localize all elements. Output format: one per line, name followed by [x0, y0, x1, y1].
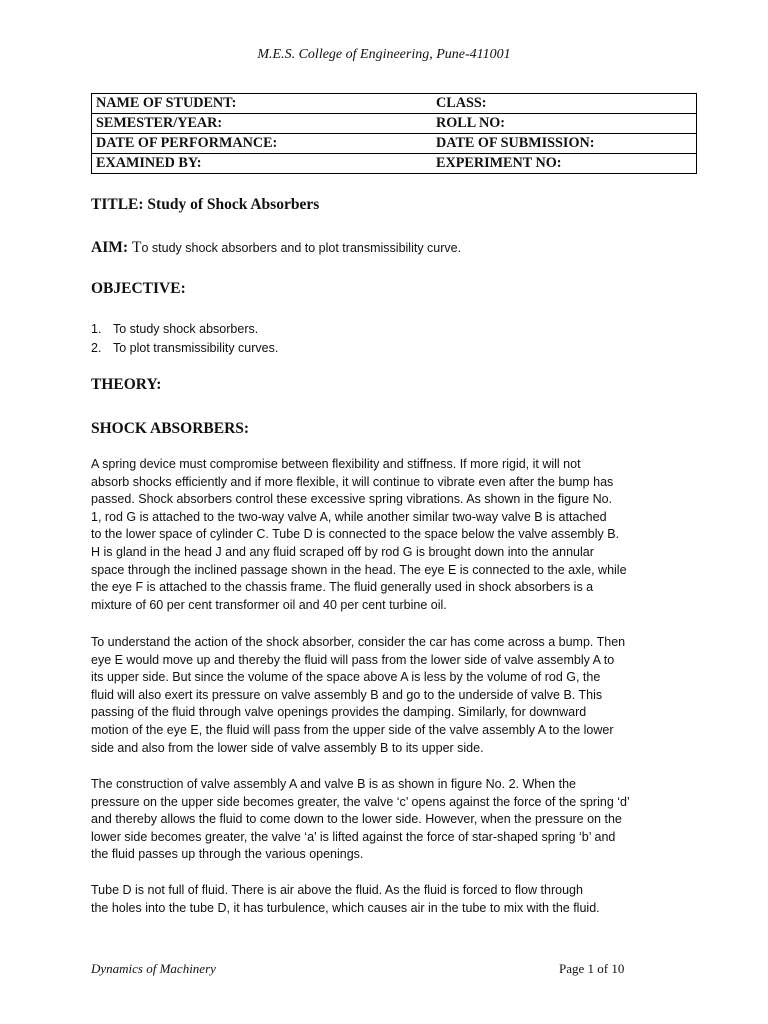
table-cell: EXAMINED BY:: [96, 155, 202, 171]
text-line: eye E would move up and thereby the fluid will pass from the lower side of valve assembly A to: [91, 652, 615, 667]
list-item-number: 1.: [91, 322, 102, 336]
text-line: absorb shocks efficiently and if more flexible, it will continue to vibrate even after the bump has: [91, 474, 614, 489]
text-line: the fluid passes up through the various openings.: [91, 847, 364, 862]
college-header: M.E.S. College of Engineering, Pune-411001: [257, 47, 511, 62]
objective-heading: OBJECTIVE:: [91, 280, 186, 297]
document-title: TITLE: Study of Shock Absorbers: [91, 196, 320, 213]
table-cell: CLASS:: [432, 94, 697, 114]
text-line: H is gland in the head J and any fluid scraped off by rod G is brought down into the annular: [91, 544, 594, 559]
text-line: To understand the action of the shock absorber, consider the car has come across a bump. Then: [91, 635, 626, 649]
table-cell: DATE OF PERFORMANCE:: [92, 134, 433, 154]
table-cell: DATE OF SUBMISSION:: [432, 134, 697, 154]
footer-page-number: Page 1 of 10: [559, 961, 625, 976]
text-line: the holes into the tube D, it has turbulence, which causes air in the tube to mix with the fluid.: [91, 900, 600, 915]
shock-absorbers-heading: SHOCK ABSORBERS:: [91, 420, 250, 437]
paragraph-3: [91, 776, 681, 864]
aim-text: o study shock absorbers and to plot transmissibility curve.: [141, 241, 462, 255]
list-item: [91, 320, 278, 339]
aim-first-letter: T: [132, 239, 142, 256]
text-line: space through the inclined passage shown in the head. The eye E is connected to the axle, while: [91, 562, 627, 577]
list-item: [91, 339, 278, 358]
paragraph-4: [91, 882, 681, 917]
table-cell: ROLL NO:: [432, 114, 697, 134]
table-cell: NAME OF STUDENT:: [92, 94, 433, 114]
text-line: passed. Shock absorbers control these excessive spring vibrations. As shown in the figure No.: [91, 492, 613, 507]
text-line: lower side becomes greater, the valve ‘a’ is lifted against the force of star-shaped spring ‘b’ and: [91, 829, 616, 844]
aim-line: [91, 239, 461, 257]
text-line: 1, rod G is attached to the two-way valve A, while another similar two-way valve B is attached: [91, 509, 607, 524]
table-row: [92, 154, 697, 174]
footer-course-name: Dynamics of Machinery: [91, 961, 216, 976]
text-line: the eye F is attached to the chassis frame. The fluid generally used in shock absorbers is a: [91, 580, 594, 595]
table-cell: SEMESTER/YEAR:: [92, 114, 433, 134]
text-line: side and also from the lower side of valve assembly B to its upper side.: [91, 740, 484, 755]
text-line: to the lower space of cylinder C. Tube D is connected to the space below the valve assembly B.: [91, 527, 620, 542]
text-line: fluid will also exert its pressure on valve assembly B and go to the underside of valve B. This: [91, 687, 603, 702]
text-line: The construction of valve assembly A and valve B is as shown in figure No. 2. When the: [91, 777, 576, 791]
list-item-text: To plot transmissibility curves.: [113, 341, 279, 355]
table-row: [92, 134, 697, 154]
text-line: A spring device must compromise between flexibility and stiffness. If more rigid, it will not: [91, 457, 581, 471]
text-line: Tube D is not full of fluid. There is air above the fluid. As the fluid is forced to flow through: [91, 883, 583, 897]
table-cell: EXPERIMENT NO:: [436, 155, 562, 171]
text-line: its upper side. But since the volume of the space above A is less by the volume of rod G, the: [91, 670, 601, 685]
text-line: motion of the eye E, the fluid will pass from the upper side of the valve assembly A to the lower: [91, 722, 614, 737]
list-item-number: 2.: [91, 341, 102, 355]
aim-label: AIM:: [91, 239, 129, 256]
table-row: [92, 114, 697, 134]
theory-heading: THEORY:: [91, 376, 162, 393]
objective-list: [91, 320, 278, 358]
paragraph-1: [91, 456, 681, 614]
table-row: [92, 94, 697, 114]
text-line: mixture of 60 per cent transformer oil and 40 per cent turbine oil.: [91, 597, 447, 612]
text-line: passing of the fluid through valve openings provides the damping. Similarly, for downward: [91, 705, 587, 720]
text-line: and thereby allows the fluid to come down to the lower side. However, when the pressure on the: [91, 812, 622, 827]
text-line: pressure on the upper side becomes greater, the valve ‘c’ opens against the force of the spring ‘d’: [91, 794, 630, 809]
list-item-text: To study shock absorbers.: [113, 322, 259, 336]
paragraph-2: [91, 634, 681, 757]
student-info-table: [91, 93, 697, 174]
